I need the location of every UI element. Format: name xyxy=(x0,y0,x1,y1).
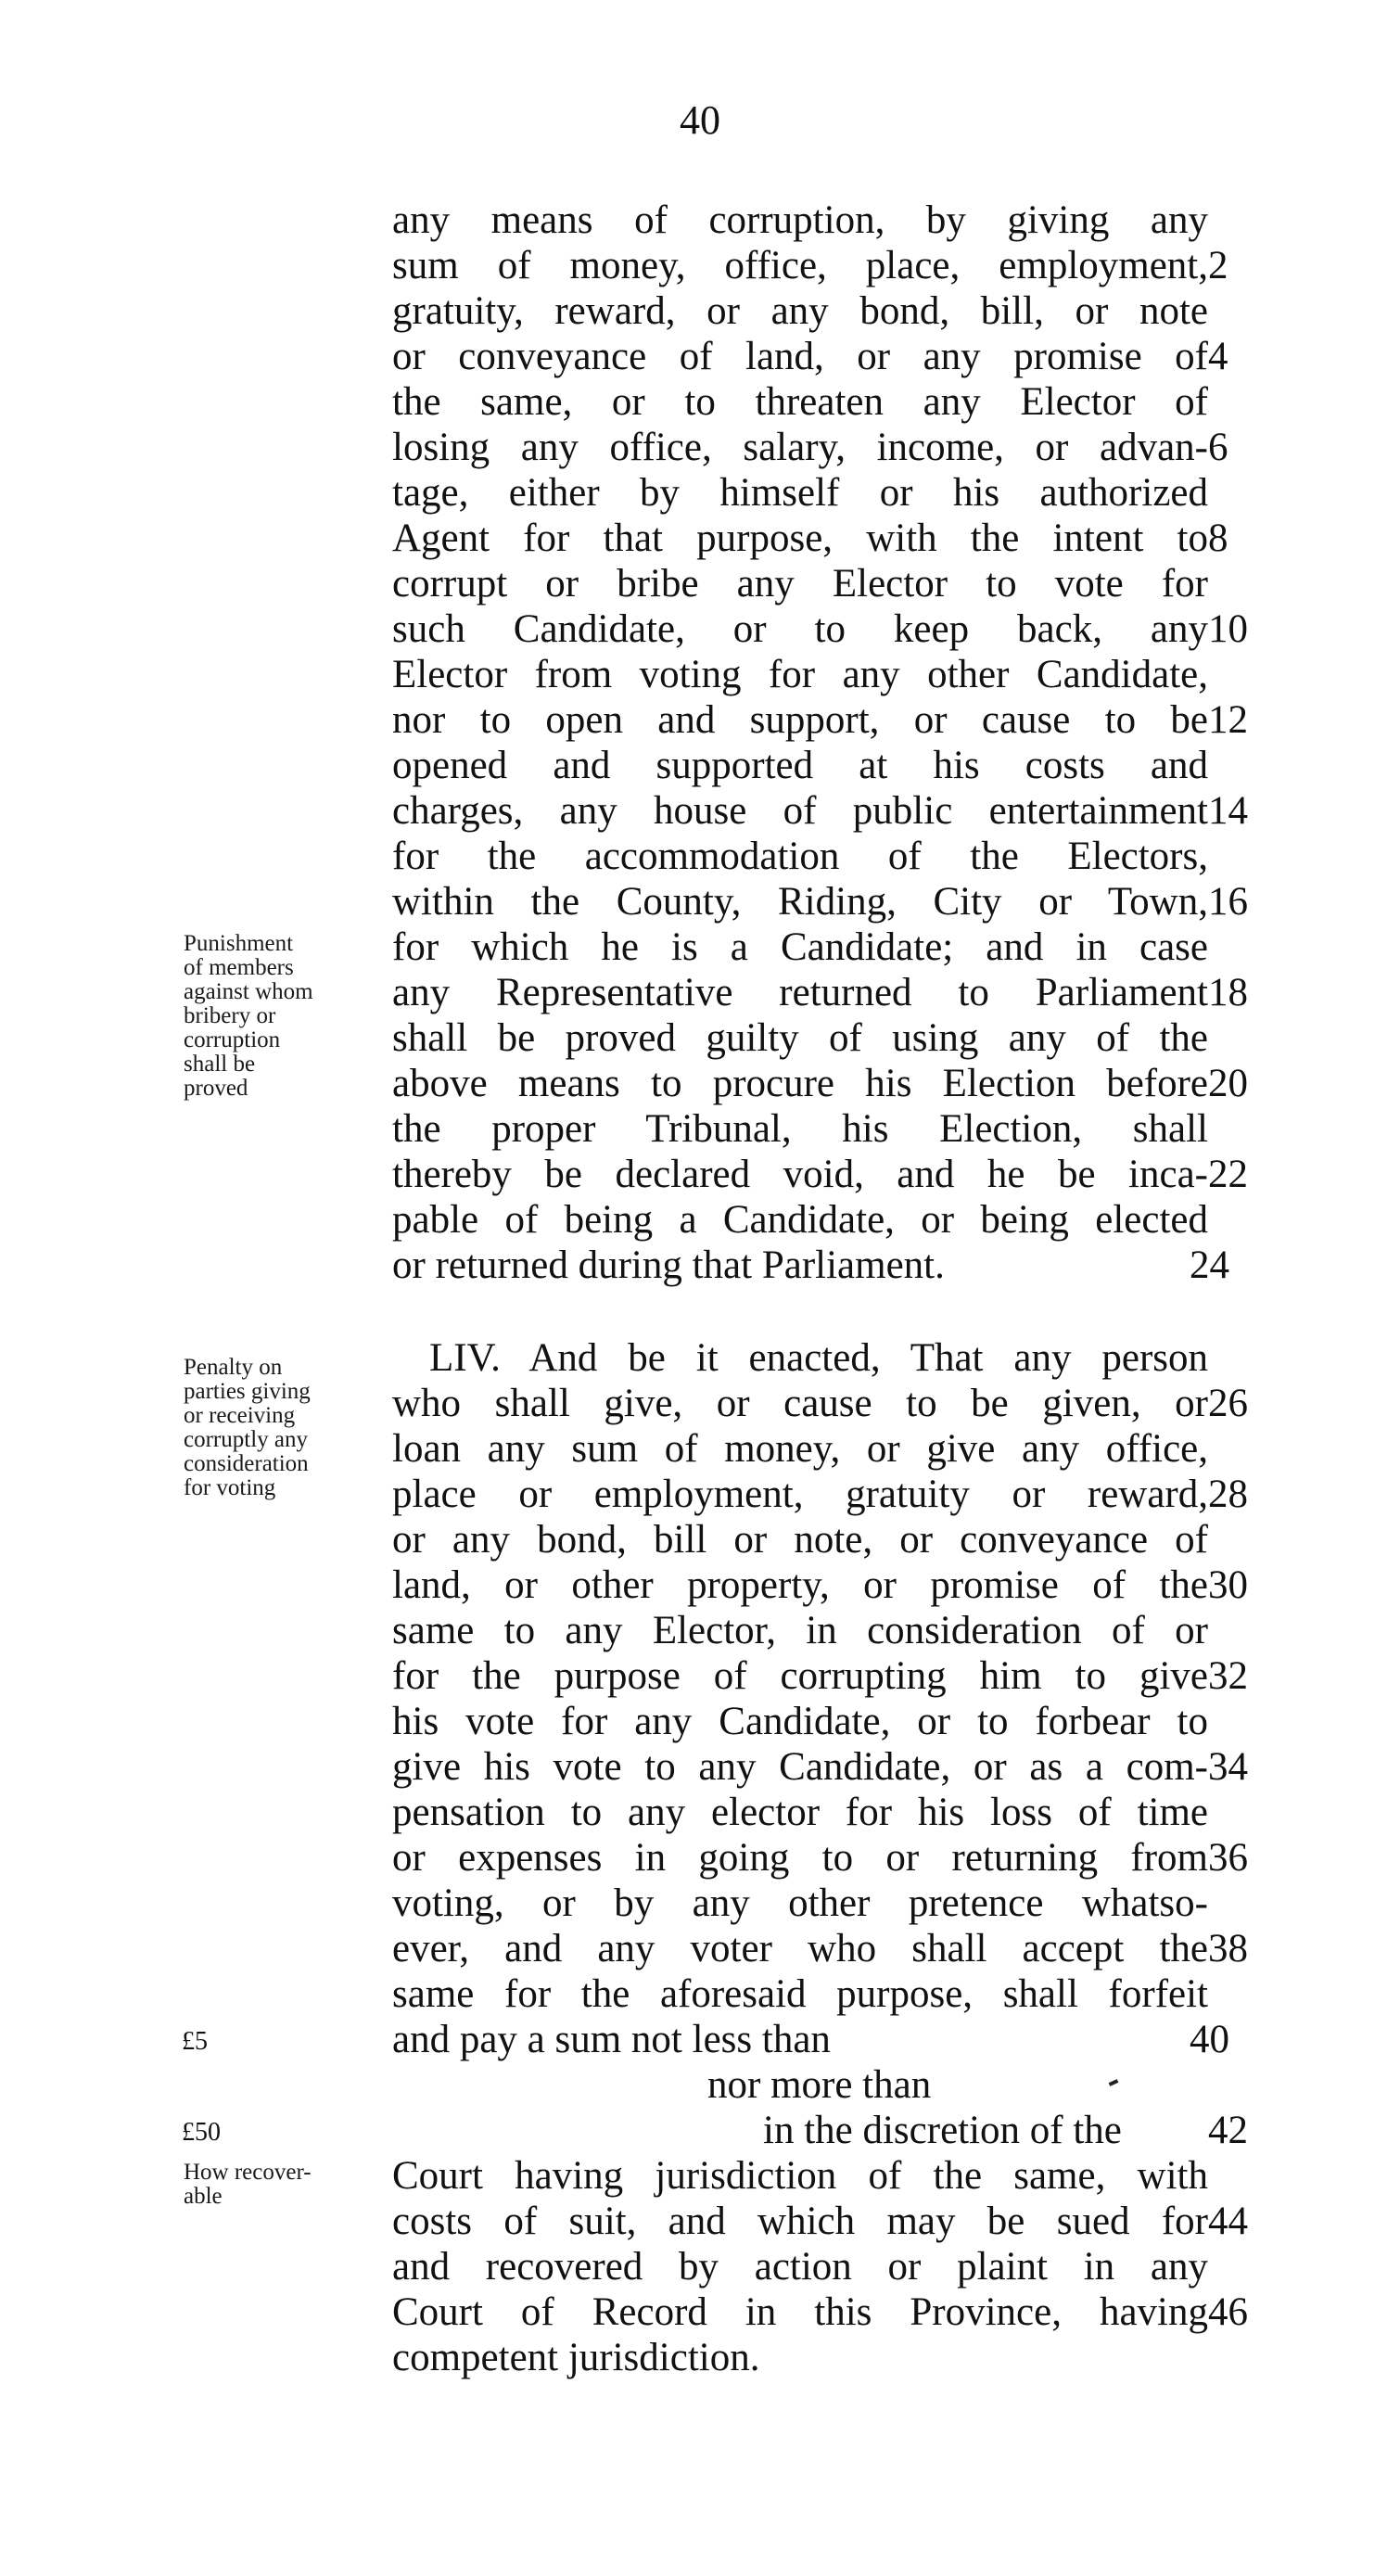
text-line: competent jurisdiction. xyxy=(392,2336,760,2379)
line-number: 8 xyxy=(1208,516,1228,560)
text-line: ever, and any voter who shall accept the xyxy=(392,1927,1208,1970)
text-line: loan any sum of money, or give any office, xyxy=(392,1427,1208,1471)
text-line: land, or other property, or promise of the xyxy=(392,1563,1208,1607)
line-number: 18 xyxy=(1208,971,1248,1014)
line-number: 44 xyxy=(1208,2200,1248,2243)
line-number: 32 xyxy=(1208,1654,1248,1698)
amount-max: £50 xyxy=(182,2118,221,2147)
text-line: or any bond, bill or note, or conveyance of xyxy=(392,1518,1208,1562)
text-line: for the accommodation of the Electors, xyxy=(392,835,1208,878)
text-line: pable of being a Candidate, or being elected xyxy=(392,1198,1208,1242)
text-line: thereby be declared void, and he be inca- xyxy=(392,1153,1208,1196)
text-line: shall be proved guilty of using any of the xyxy=(392,1016,1208,1060)
text-line: any Representative returned to Parliament xyxy=(392,971,1208,1014)
text-line: Elector from voting for any other Candidate, xyxy=(392,653,1208,696)
text-line: nor more than xyxy=(707,2063,932,2107)
text-line: Court of Record in this Province, having xyxy=(392,2290,1208,2334)
text-line: Agent for that purpose, with the intent to xyxy=(392,516,1208,560)
text-line: who shall give, or cause to be given, or xyxy=(392,1382,1208,1425)
text-line: the same, or to threaten any Elector of xyxy=(392,380,1208,424)
margin-note-line: of members xyxy=(184,955,294,980)
line-number: 26 xyxy=(1208,1382,1248,1425)
line-number: 20 xyxy=(1208,1062,1248,1105)
margin-note-line: for voting xyxy=(184,1475,276,1500)
margin-note-line: parties giving xyxy=(184,1379,311,1404)
text-line: such Candidate, or to keep back, any xyxy=(392,607,1208,651)
text-line: pensation to any elector for his loss of time xyxy=(392,1791,1208,1834)
text-line: same for the aforesaid purpose, shall forfeit xyxy=(392,1972,1208,2016)
text-line: his vote for any Candidate, or to forbear to xyxy=(392,1700,1208,1743)
section-heading-line: LIV. And be it enacted, That any person xyxy=(429,1336,1208,1380)
text-line: any means of corruption, by giving any xyxy=(392,198,1208,242)
line-number: 6 xyxy=(1208,426,1228,469)
line-number: 2 xyxy=(1208,244,1228,287)
line-number: 10 xyxy=(1208,607,1248,651)
text-line: within the County, Riding, City or Town, xyxy=(392,880,1208,924)
text-line: place or employment, gratuity or reward, xyxy=(392,1473,1208,1516)
text-line: opened and supported at his costs and xyxy=(392,744,1208,787)
text-line: gratuity, reward, or any bond, bill, or note xyxy=(392,289,1208,333)
margin-note-line: or receiving xyxy=(184,1403,296,1428)
margin-note-line: consideration xyxy=(184,1451,309,1476)
text-line: above means to procure his Election before xyxy=(392,1062,1208,1105)
line-number: 12 xyxy=(1208,698,1248,742)
line-number: 30 xyxy=(1208,1563,1248,1607)
margin-note-line: Penalty on xyxy=(184,1355,283,1380)
text-line: Court having jurisdiction of the same, with xyxy=(392,2154,1208,2198)
line-number: 16 xyxy=(1208,880,1248,924)
text-line: give his vote to any Candidate, or as a com- xyxy=(392,1745,1208,1789)
line-number: 36 xyxy=(1208,1836,1248,1880)
margin-note-line: bribery or xyxy=(184,1003,276,1028)
text-line: voting, or by any other pretence whatso- xyxy=(392,1881,1208,1925)
line-number: 46 xyxy=(1208,2290,1248,2334)
line-number: 34 xyxy=(1208,1745,1248,1789)
line-number: 38 xyxy=(1208,1927,1248,1970)
page-number: 40 xyxy=(680,97,720,143)
text-line: or conveyance of land, or any promise of xyxy=(392,335,1208,378)
amount-min: £5 xyxy=(182,2027,208,2056)
line-number: 22 xyxy=(1208,1153,1248,1196)
text-line: for which he is a Candidate; and in case xyxy=(392,925,1208,969)
text-line: in the discretion of the xyxy=(763,2109,1122,2152)
text-line: or expenses in going to or returning from xyxy=(392,1836,1208,1880)
margin-note-penalty xyxy=(184,1356,369,1500)
text-line: and recovered by action or plaint in any xyxy=(392,2245,1208,2289)
margin-note-line: able xyxy=(184,2184,223,2209)
margin-note-line: How recover- xyxy=(184,2160,312,2185)
text-line: tage, either by himself or his authorized xyxy=(392,471,1208,515)
text-line: charges, any house of public entertainment xyxy=(392,789,1208,833)
text-line: and pay a sum not less than xyxy=(392,2018,831,2061)
text-line: sum of money, office, place, employment, xyxy=(392,244,1208,287)
text-line: same to any Elector, in consideration of or xyxy=(392,1609,1208,1652)
margin-note-line: Punishment xyxy=(184,931,294,956)
text-line: nor to open and support, or cause to be xyxy=(392,698,1208,742)
margin-note-line: corruptly any xyxy=(184,1427,308,1452)
line-number: 28 xyxy=(1208,1473,1248,1516)
text-line: for the purpose of corrupting him to give xyxy=(392,1654,1208,1698)
line-number: 4 xyxy=(1208,335,1228,378)
text-line: losing any office, salary, income, or advan- xyxy=(392,426,1208,469)
margin-note-punishment xyxy=(184,932,369,1101)
margin-note-line: corruption xyxy=(184,1027,281,1052)
margin-note-line: against whom xyxy=(184,979,313,1004)
line-number: 42 xyxy=(1208,2109,1248,2152)
margin-note-recoverable xyxy=(184,2161,369,2209)
text-line: the proper Tribunal, his Election, shall xyxy=(392,1107,1208,1151)
line-number: 24 xyxy=(1190,1243,1229,1287)
line-number: 40 xyxy=(1190,2018,1229,2061)
text-line: or returned during that Parliament. xyxy=(392,1243,945,1287)
line-number: 14 xyxy=(1208,789,1248,833)
text-line: corrupt or bribe any Elector to vote for xyxy=(392,562,1208,606)
margin-note-line: proved xyxy=(184,1076,248,1101)
text-line: costs of suit, and which may be sued for xyxy=(392,2200,1208,2243)
margin-note-line: shall be xyxy=(184,1052,256,1077)
